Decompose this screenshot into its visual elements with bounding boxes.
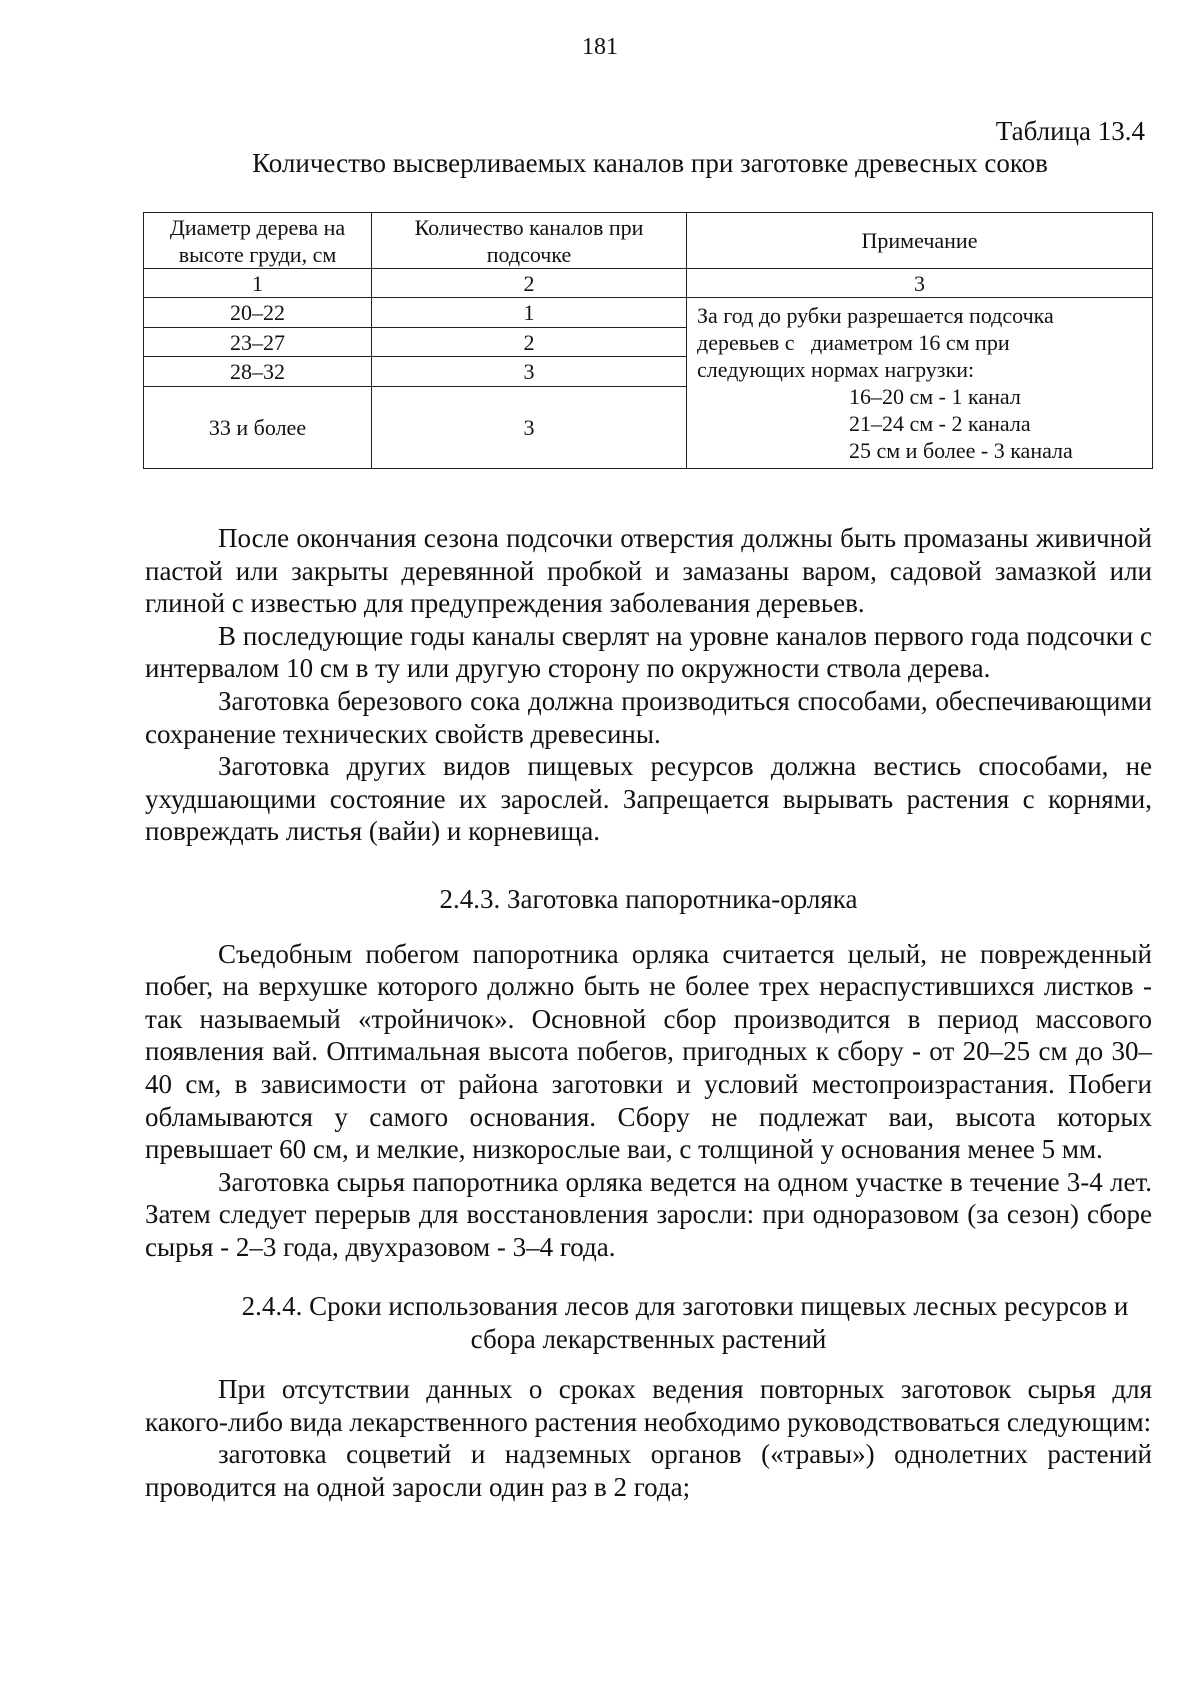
section-heading: 2.4.4. Сроки использования лесов для заготовки пищевых лесных ресурсов и сбора лекарственных растений xyxy=(241,1291,1129,1354)
channels-cell: 3 xyxy=(372,357,687,387)
paragraph: Заготовка березового сока должна производиться способами, обеспечивающими сохранение технических свойств древесины. xyxy=(145,685,1152,749)
table-header-row xyxy=(144,213,1153,269)
paragraph: Заготовка сырья папоротника орляка ведется на одном участке в течение 3-4 лет. Затем следует перерыв для восстановления заросли: при одноразовом (за сезон) сборе сырья - 2–3 года, двухразовом - 3–4 года. xyxy=(145,1166,1152,1262)
note-line: За год до рубки разрешается подсочка xyxy=(697,303,1054,328)
paragraph: После окончания сезона подсочки отверстия должны быть промазаны живичной пастой или закрыты деревянной пробкой и замазаны варом, садовой замазкой или глиной с известью для предупреждения заболевания деревьев. xyxy=(145,523,1152,619)
diameter-cell: 33 и более xyxy=(144,387,372,469)
channels-cell: 1 xyxy=(372,298,687,328)
table-row xyxy=(144,298,1153,328)
note-line: 16–20 см - 1 канал xyxy=(849,384,1021,409)
header-channels: Количество каналов при подсочке xyxy=(372,213,687,269)
diameter-cell: 28–32 xyxy=(144,357,372,387)
header-diameter: Диаметр дерева на высоте груди, см xyxy=(144,213,372,269)
section-2-4-4 xyxy=(145,1290,1152,1504)
paragraph: Съедобным побегом папоротника орляка считается целый, не поврежденный побег, на верхушке которого должно быть не более трех нераспустившихся листков - так называемый «тройничок». Основной сбор производится в период массового появления вай. Оптимальная высота побегов, пригодных к сбору - от 20–25 см до 30–40 см, в зависимости от района заготовки и условий местопроизрастания. Побеги обламываются у самого основания. Сбору не подлежат ваи, высота которых превышает 60 см, и мелкие, низкорослые ваи, с толщиной у основания менее 5 мм. xyxy=(145,938,1152,1165)
note-line: 21–24 см - 2 канала xyxy=(849,411,1031,436)
channels-cell: 3 xyxy=(372,387,687,469)
channels-cell: 2 xyxy=(372,327,687,357)
column-number: 1 xyxy=(144,269,372,298)
table-label: Таблица 13.4 xyxy=(995,116,1145,146)
table-title: Количество высверливаемых каналов при заготовке древесных соков xyxy=(252,148,1048,178)
note-line: 25 см и более - 3 канала xyxy=(849,438,1073,463)
paragraph: При отсутствии данных о сроках ведения повторных заготовок сырья для какого-либо вида лекарственного растения необходимо руководствоваться следующим: xyxy=(145,1374,1152,1437)
note-line: деревьев с диаметром 16 см при xyxy=(697,330,1010,355)
channels-table xyxy=(143,212,1153,469)
paragraph: Заготовка других видов пищевых ресурсов должна вестись способами, не ухудшающими состояние их зарослей. Запрещается вырывать растения с корнями, повреждать листья (вайи) и корневища. xyxy=(145,751,1152,847)
paragraph: заготовка соцветий и надземных органов («травы») однолетних растений проводится на одной заросли один раз в 2 года; xyxy=(145,1439,1152,1502)
note-cell xyxy=(687,298,1153,469)
column-number: 2 xyxy=(372,269,687,298)
diameter-cell: 23–27 xyxy=(144,327,372,357)
section-2-4-3 xyxy=(145,883,1152,1264)
page-number: 181 xyxy=(582,34,618,60)
main-text xyxy=(145,522,1152,848)
section-heading: 2.4.3. Заготовка папоротника-орляка xyxy=(439,884,858,914)
paragraph: В последующие годы каналы сверлят на уровне каналов первого года подсочки с интервалом 10 см в ту или другую сторону по окружности ствола дерева. xyxy=(145,620,1152,684)
table-number-row xyxy=(144,269,1153,298)
note-line: следующих нормах нагрузки: xyxy=(697,357,975,382)
column-number: 3 xyxy=(687,269,1153,298)
header-note: Примечание xyxy=(687,213,1153,269)
diameter-cell: 20–22 xyxy=(144,298,372,328)
